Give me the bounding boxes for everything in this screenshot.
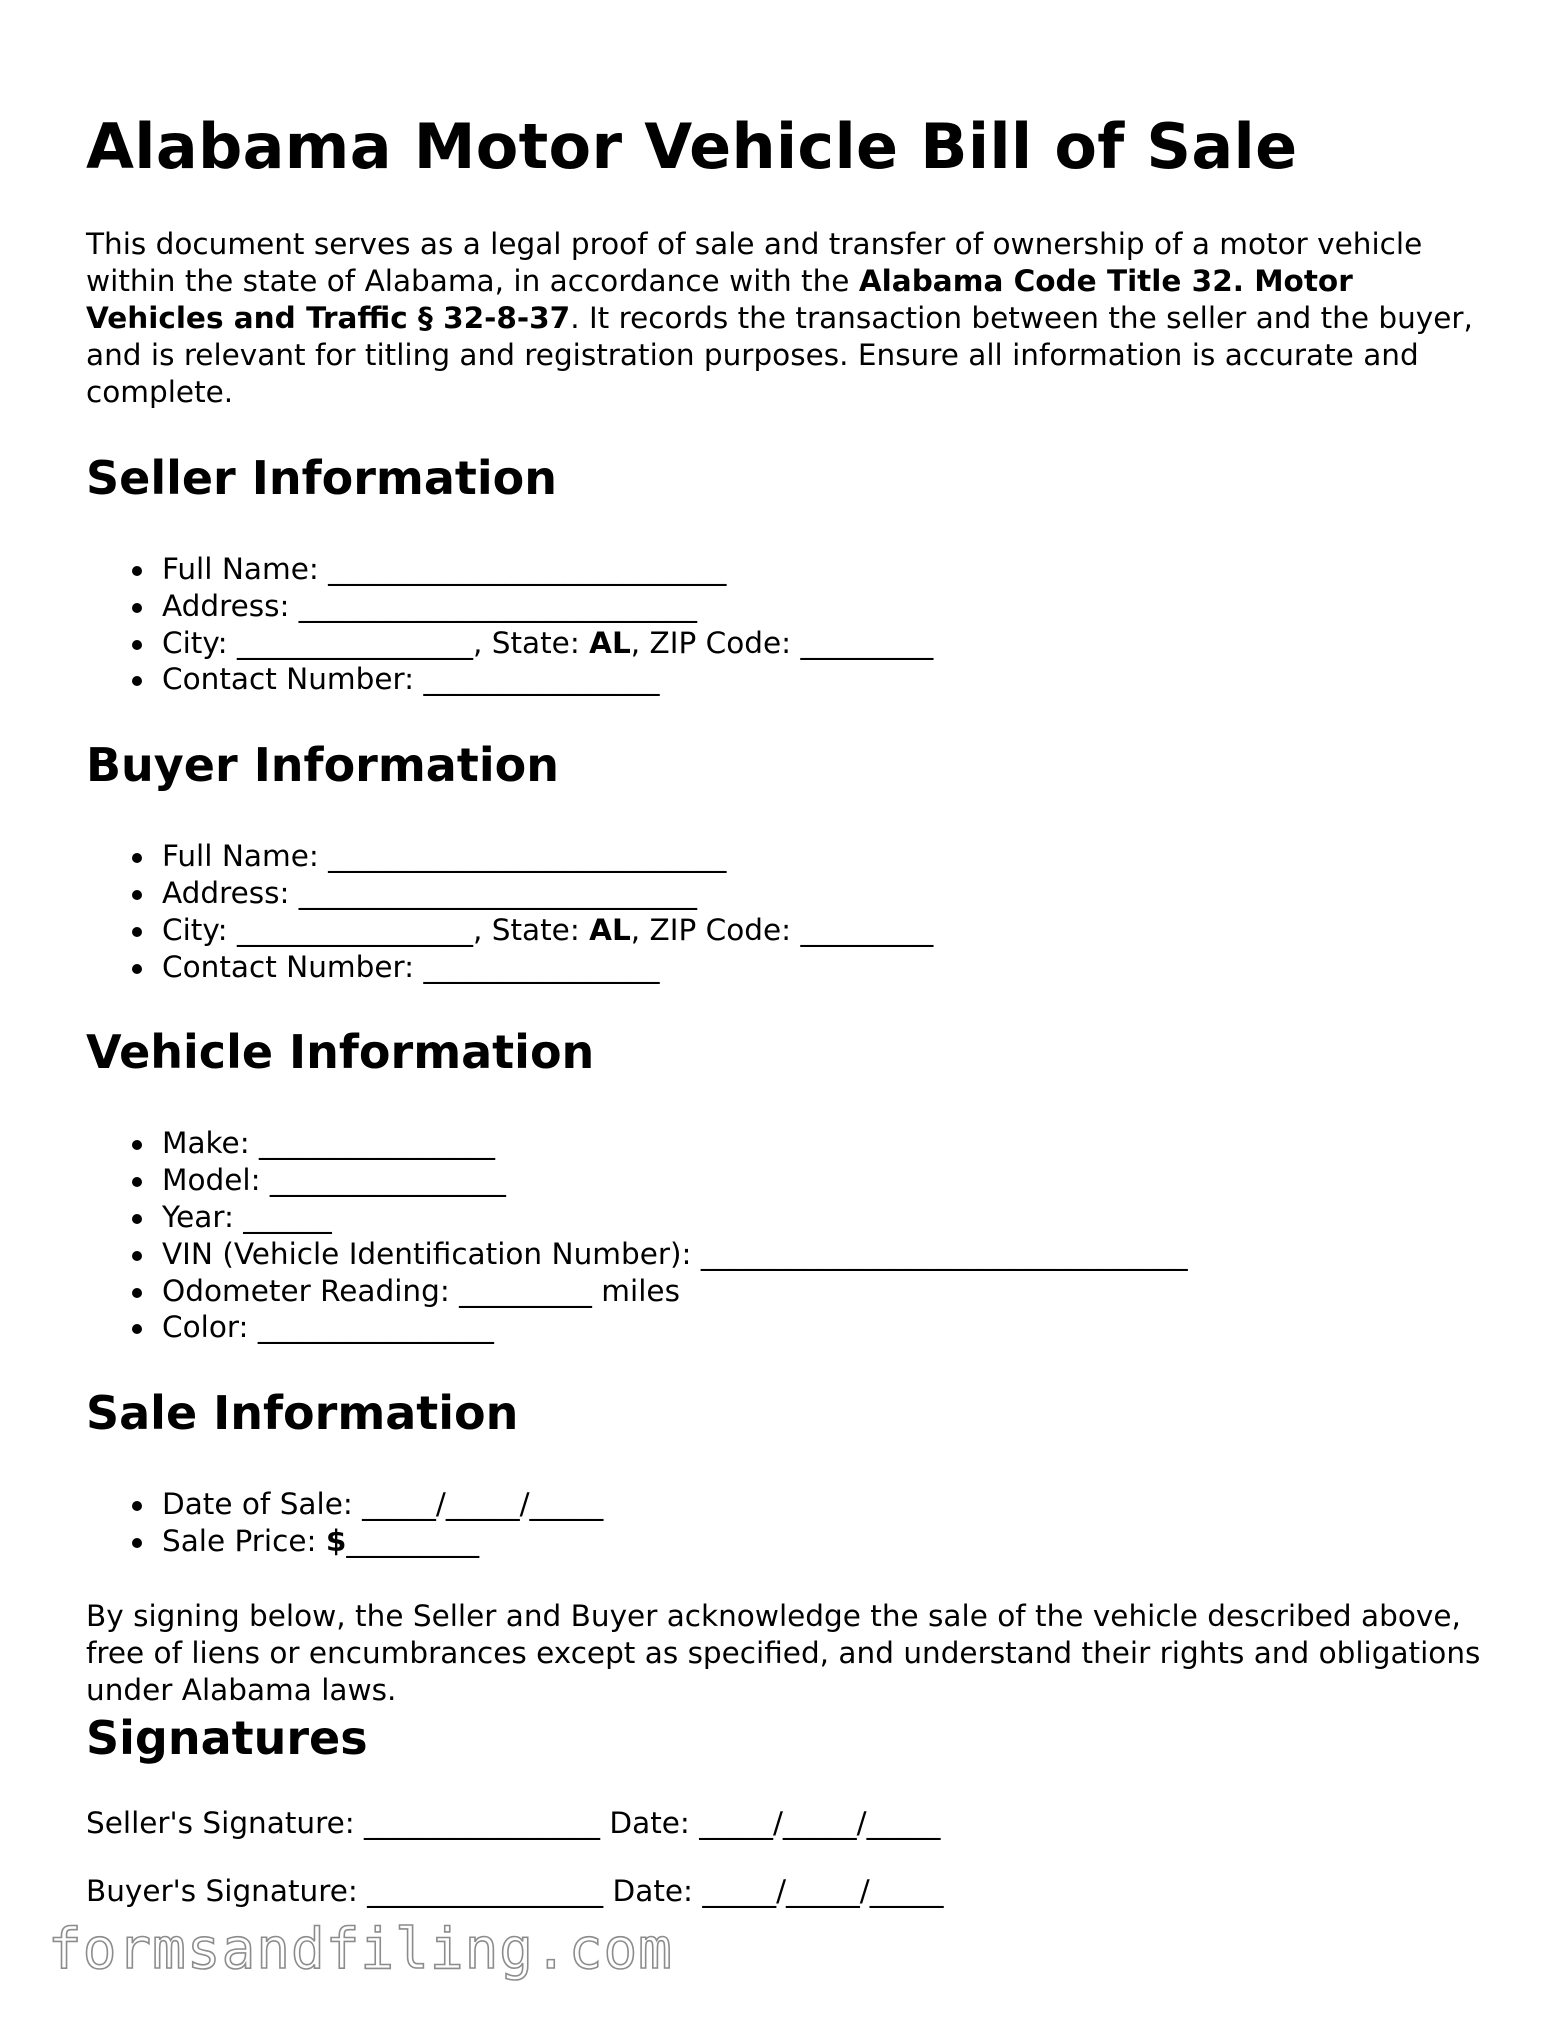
vehicle-color-field: Color: ________________ <box>162 1309 1486 1346</box>
buyer-contact-field: Contact Number: ________________ <box>162 949 1486 986</box>
document-page <box>86 108 1486 1941</box>
buyer-city-label: City: ________________, State: <box>162 912 590 947</box>
seller-section <box>86 449 1486 698</box>
seller-state-value: AL <box>589 625 631 660</box>
buyer-heading: Buyer Information <box>86 738 559 793</box>
vehicle-model-field: Model: ________________ <box>162 1162 1486 1199</box>
sale-price-blank: _________ <box>346 1523 480 1558</box>
sale-price-label: Sale Price: <box>162 1523 326 1558</box>
seller-city-state-zip-field <box>162 625 1486 662</box>
watermark: formsandfiling.com <box>48 1917 673 1982</box>
seller-address-field: Address: ___________________________ <box>162 588 1486 625</box>
seller-zip-label: , ZIP Code: _________ <box>630 625 934 660</box>
sale-date-field: Date of Sale: _____/_____/_____ <box>162 1486 1486 1523</box>
dollar-sign: $ <box>325 1523 347 1558</box>
seller-full-name-field: Full Name: ___________________________ <box>162 551 1486 588</box>
seller-signature-line: Seller's Signature: ________________ Date: _____/_____/_____ <box>86 1805 941 1840</box>
intro-text-2: . It records the transaction between the seller and the buyer, and is relevant for titling and registration purposes. Ensure all information is accurate and complete. <box>86 301 1473 409</box>
vehicle-year-field: Year: ______ <box>162 1199 1486 1236</box>
buyer-fields <box>86 838 1486 985</box>
buyer-section <box>86 736 1486 985</box>
seller-heading: Seller Information <box>86 451 558 505</box>
sale-fields <box>86 1486 1486 1560</box>
buyer-full-name-field: Full Name: ___________________________ <box>162 838 1486 875</box>
seller-city-label: City: ________________, State: <box>162 625 590 660</box>
buyer-zip-label: , ZIP Code: _________ <box>630 912 934 947</box>
sale-section <box>86 1384 1486 1709</box>
sale-heading: Sale Information <box>86 1386 519 1441</box>
vehicle-fields <box>86 1125 1486 1346</box>
law-reference: Alabama Code Title 32. Motor Vehicles and Traffic § 32-8-37 <box>86 264 1353 335</box>
intro-text-1: This document serves as a legal proof of sale and transfer of ownership of a motor vehicle within the state of Alabama, in accordance with the <box>86 227 1423 298</box>
vehicle-heading: Vehicle Information <box>86 1025 595 1080</box>
buyer-address-field: Address: ___________________________ <box>162 875 1486 912</box>
vehicle-section <box>86 1023 1486 1346</box>
buyer-city-state-zip-field <box>162 912 1486 949</box>
vehicle-odometer-field: Odometer Reading: _________ miles <box>162 1273 1486 1310</box>
sale-price-field <box>162 1523 1486 1560</box>
seller-contact-field: Contact Number: ________________ <box>162 661 1486 698</box>
buyer-state-value: AL <box>589 912 631 947</box>
buyer-signature-line: Buyer's Signature: ________________ Date: _____/_____/_____ <box>86 1873 944 1908</box>
signatures-heading: Signatures <box>86 1710 368 1765</box>
sale-acknowledgement: By signing below, the Seller and Buyer acknowledge the sale of the vehicle described above, free of liens or encumbrances except as specified, and understand their rights and obligations under Alabama laws. <box>86 1598 1481 1707</box>
vehicle-make-field: Make: ________________ <box>162 1125 1486 1162</box>
document-title: Alabama Motor Vehicle Bill of Sale <box>86 110 1298 183</box>
vehicle-vin-field: VIN (Vehicle Identification Number): _________________________________ <box>162 1236 1486 1273</box>
seller-fields <box>86 551 1486 698</box>
signatures-section <box>86 1709 1486 1910</box>
intro-paragraph <box>86 226 1486 411</box>
